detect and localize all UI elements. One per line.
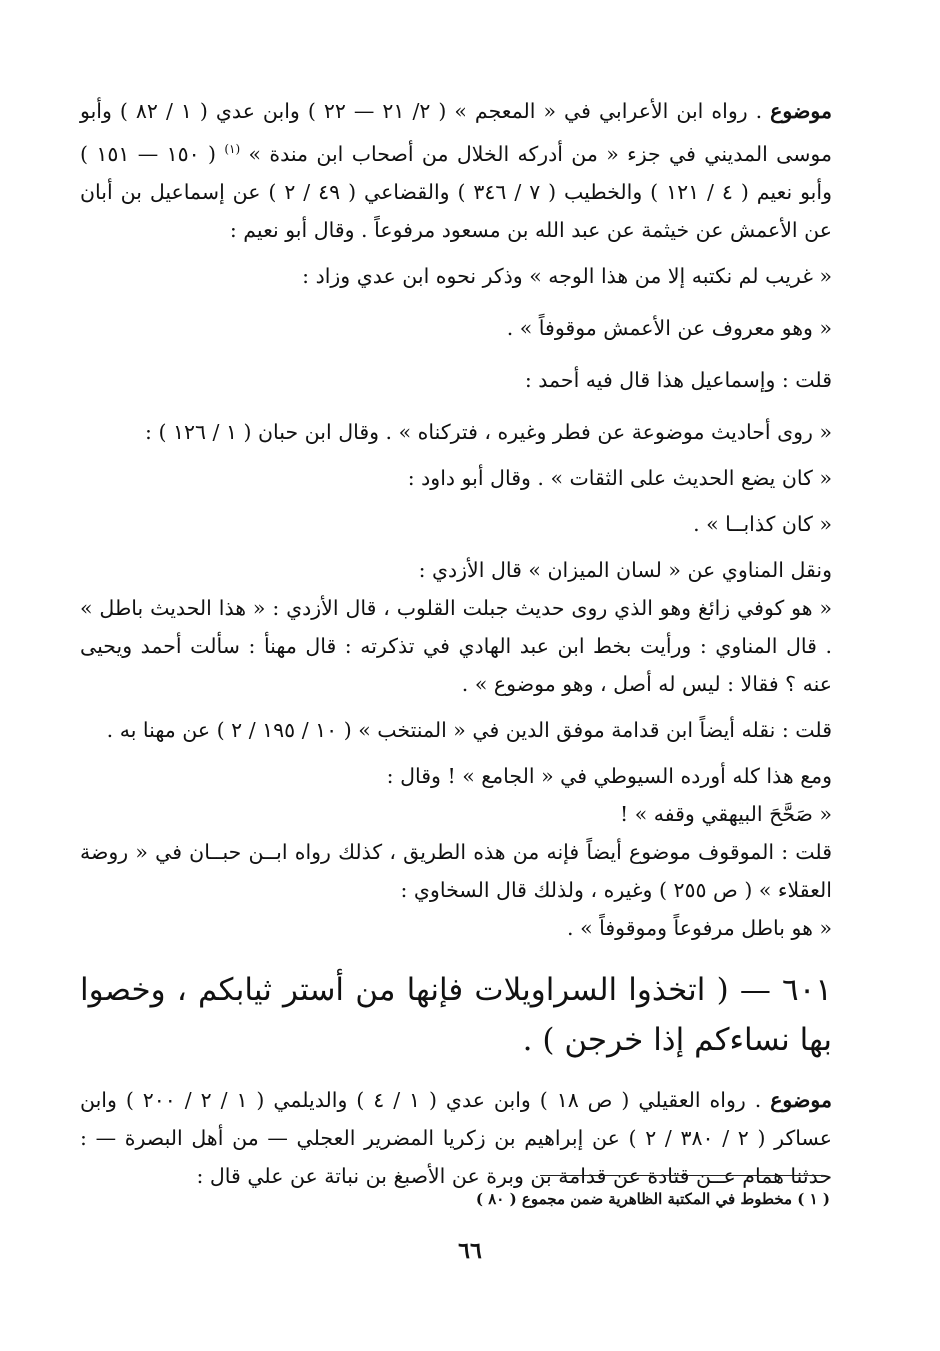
paragraph-verdict: [80, 92, 832, 249]
commentary-block-2: [80, 1081, 832, 1195]
paragraph-quote: « كان كذابــا » .: [693, 511, 832, 536]
paragraph-quote: « روى أحاديث موضوعة عن فطر وغيره ، فتركناه » . وقال ابن حبان ( ١ / ١٢٦ ) :: [145, 419, 832, 444]
paragraph-text: قلت : نقله أيضاً ابن قدامة موفق الدين في « المنتخب » ( ١٠ / ١٩٥ / ٢ ) عن مهنا به .: [106, 717, 832, 742]
verdict-keyword: موضوع: [770, 1087, 832, 1112]
paragraph-text: . رواه العقيلي ( ص ١٨ ) وابن عدي ( ١ / ٤ ) والديلمي ( ١ / ٢ / ٢٠٠ ) وابن عساكر ( ٢ / ٣٨٠ / ٢ ) عن إبراهيم بن زكريا المضرير العجلي — من أهل البصرة — : حدثنا همام عــن قتادة عن قدامة بن وبرة عن الأصبغ بن نباتة عن علي قال :: [80, 1087, 832, 1188]
paragraph-quote: « غريب لم نكتبه إلا من هذا الوجه » وذكر نحوه ابن عدي وزاد :: [302, 263, 832, 288]
paragraph-text: ونقل المناوي عن « لسان الميزان » قال الأزدي :: [418, 557, 832, 582]
paragraph-quote: « وهو معروف عن الأعمش موقوفاً » .: [506, 315, 832, 340]
paragraph-text: قلت : الموقوف موضوع أيضاً فإنه من هذه الطريق ، كذلك رواه ابــن حبــان في « روضة العقلاء » ( ص ٢٥٥ ) وغيره ، ولذلك قال السخاوي :: [80, 839, 832, 902]
paragraph-text-continued: ( ١٥٠ — ١٥١ ) وأبو نعيم ( ٤ / ١٢١ ) والخطيب ( ٧ / ٣٤٦ ) والقضاعي ( ٤٩ / ٢ ) عن إسماعيل بن أبان عن الأعمش عن خيثمة عن عبد الله بن مسعود مرفوعاً . وقال أبو نعيم :: [80, 141, 832, 242]
commentary-block-1: [80, 92, 832, 947]
verdict-keyword: موضوع: [770, 99, 832, 123]
paragraph-text: . رواه ابن الأعرابي في « المعجم » ( ٢/ ٢١ — ٢٢ ) وابن عدي ( ١ / ٨٢ ) وأبو موسى المديني في جزء « من أدركه الخلال من أصحاب ابن مندة »: [80, 99, 832, 166]
footnote-reference: (١): [224, 142, 241, 156]
page-number: ٦٦: [458, 1238, 482, 1264]
paragraph-text: ومع هذا كله أورده السيوطي في « الجامع » ! وقال :: [386, 763, 832, 788]
paragraph-quote: « صَحَّحَ البيهقي وقفه » !: [619, 801, 832, 826]
hadith-heading: ٦٠١ — ( اتخذوا السراويلات فإنها من أستر ثيابكم ، وخصوا بها نساءكم إذا خرجن ) .: [80, 971, 832, 1058]
page-content: [80, 92, 832, 1195]
paragraph-quote: « كان يضع الحديث على الثقات » . وقال أبو داود :: [407, 465, 832, 490]
footnote: ( ١ ) مخطوط في المكتبة الظاهرية ضمن مجموع ( ٨٠ ): [475, 1190, 830, 1208]
paragraph-verdict: [80, 1081, 832, 1195]
footnote-divider: [540, 1175, 825, 1176]
paragraph-text: قلت : وإسماعيل هذا قال فيه أحمد :: [524, 367, 832, 392]
paragraph-quote: « هو باطل مرفوعاً وموقوفاً » .: [567, 915, 832, 940]
paragraph-quote: « هو كوفي زائغ وهو الذي روى حديث جبلت القلوب ، قال الأزدي : « هذا الحديث باطل » . قال المناوي : ورأيت بخط ابن عبد الهادي في تذكرته : قال مهنأ : سألت أحمد ويحيى عنه ؟ فقالا : ليس له أصل ، وهو موضوع » .: [80, 595, 832, 696]
